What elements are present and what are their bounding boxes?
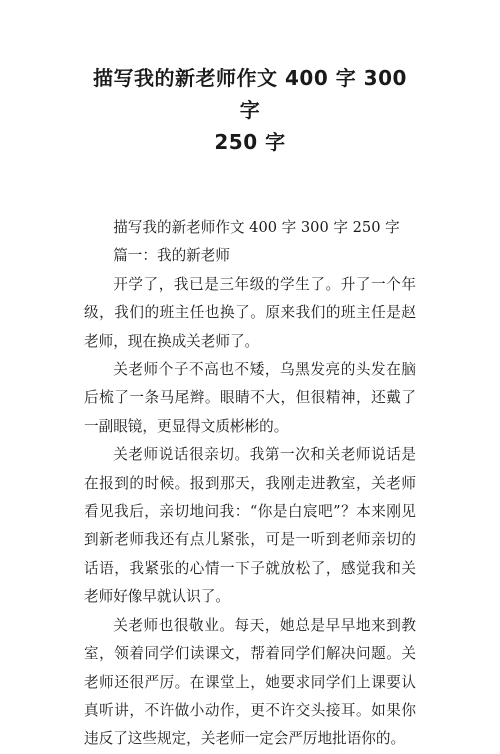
document-title bbox=[84, 62, 416, 158]
section-heading: 篇一：我的新老师 bbox=[113, 247, 230, 265]
paragraph: 关老师也很敬业。每天，她总是早早地来到教室，领着同学们读课文，帮着同学们解决问题。关老师还很严厉。在课堂上，她要求同学们上课要认真听讲，不许做小动作，更不许交头接耳。如果你违反了这些规定，关老师一定会严厉地批语你的。 bbox=[84, 616, 416, 748]
document-title-line-1: 描写我的新老师作文 400 字 300 字 bbox=[93, 66, 407, 122]
paragraph: 关老师说话很亲切。我第一次和关老师说话是在报到的时候。报到那天，我刚走进教室，关老师看见我后，亲切地问我：“你是白宸吧”？本来刚见到新老师我还有点儿紧张，可是一听到老师亲切的话语，我紧张的心情一下子就放松了，感觉我和关老师好像早就认识了。 bbox=[84, 446, 416, 606]
document-subtitle: 描写我的新老师作文 400 字 300 字 250 字 bbox=[113, 219, 400, 236]
paragraph: 开学了，我已是三年级的学生了。升了一个年级，我们的班主任也换了。原来我们的班主任是赵老师，现在换成关老师了。 bbox=[84, 275, 416, 350]
paragraph: 关老师个子不高也不矮，乌黑发亮的头发在脑后梳了一条马尾辫。眼睛不大，但很精神，还戴了一副眼镜，更显得文质彬彬的。 bbox=[84, 361, 416, 435]
document-title-line-2: 250 字 bbox=[214, 130, 286, 154]
document-body bbox=[84, 214, 416, 754]
